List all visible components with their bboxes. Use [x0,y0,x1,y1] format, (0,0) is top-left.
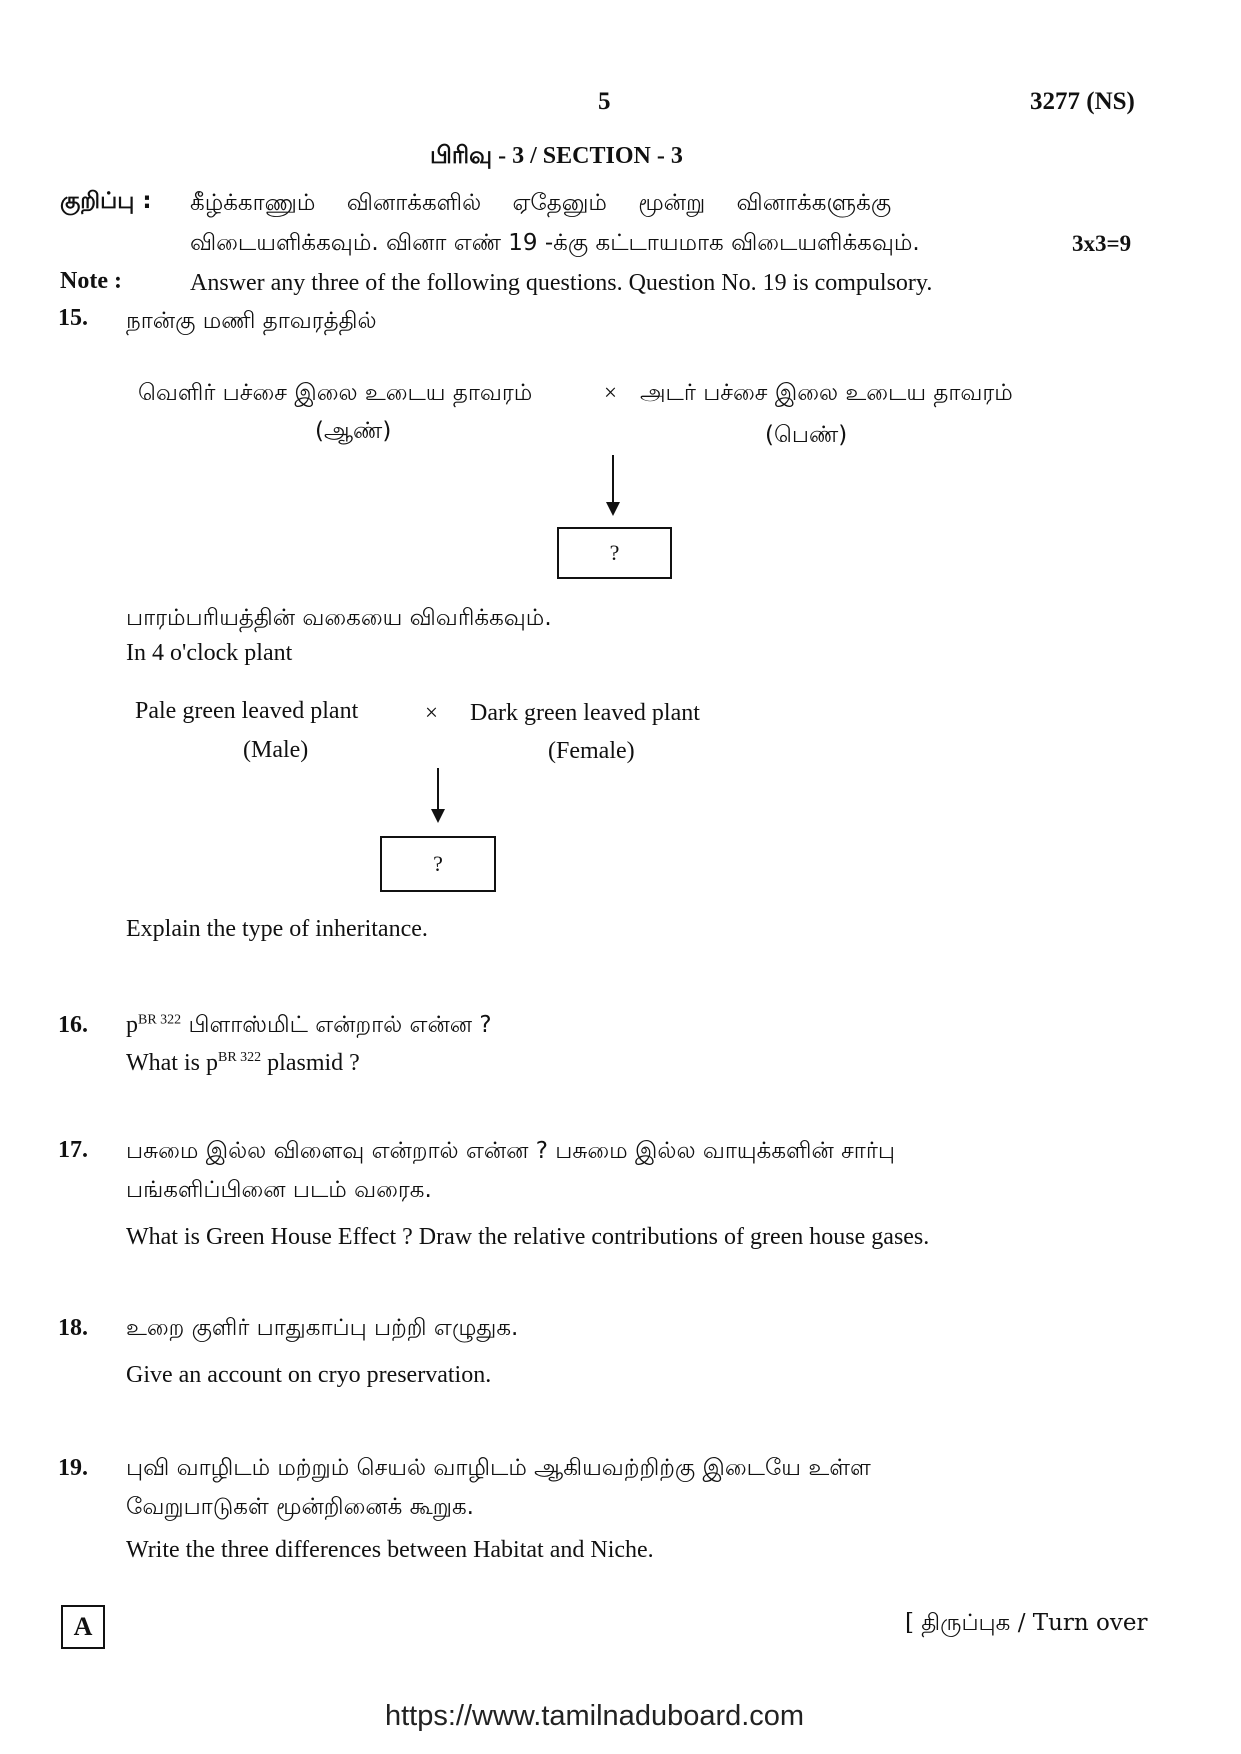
q15-tamil-female: (பெண்) [765,422,848,448]
q15-tamil-arrow-head [606,502,620,516]
q18-tamil: உறை குளிர் பாதுகாப்பு பற்றி எழுதுக. [126,1315,519,1341]
q15-tamil-question: பாரம்பரியத்தின் வகையை விவரிக்கவும். [126,605,552,631]
note-tamil-line2: விடையளிக்கவும். வினா எண் 19 -க்கு கட்டாயமாக விடையளிக்கவும். [190,230,920,256]
q17-tamil-line2: பங்களிப்பினை படம் வரைக. [126,1177,432,1203]
q15-number: 15. [58,305,88,331]
q15-english-arrow-head [431,809,445,823]
q15-tamil-intro: நான்கு மணி தாவரத்தில் [126,308,377,334]
q16-english-sup: BR 322 [217,1050,262,1065]
q18-number: 18. [58,1315,88,1341]
note-tamil-label: குறிப்பு : [60,188,152,214]
q15-english-offspring-box [380,836,496,892]
q19-number: 19. [58,1455,88,1481]
q15-english-cross-right: Dark green leaved plant [470,700,700,726]
q15-english-female: (Female) [548,738,635,764]
q19-tamil-line1: புவி வாழிடம் மற்றும் செயல் வாழிடம் ஆகியவற்றிற்கு இடையே உள்ள [126,1455,871,1481]
q15-tamil-box-label: ? [609,540,620,565]
q16-english-pre: What is p [126,1050,218,1076]
q18-english: Give an account on cryo preservation. [126,1362,492,1388]
note-english-label: Note : [60,268,122,294]
q15-tamil-arrow-line [612,455,614,503]
series-letter-box [61,1605,105,1649]
q16-tamil-p: p [126,1012,138,1038]
q19-tamil-line2: வேறுபாடுகள் மூன்றினைக் கூறுக. [126,1494,474,1520]
q16-tamil [126,1012,492,1041]
q15-tamil-cross-right: அடர் பச்சை இலை உடைய தாவரம் [640,380,1013,406]
q16-english-rest: plasmid ? [261,1050,360,1076]
q16-english [126,1050,360,1077]
turn-over: [ திருப்புக / Turn over [905,1610,1148,1636]
q15-english-cross-left: Pale green leaved plant [135,698,359,724]
q17-number: 17. [58,1137,88,1163]
note-marks: 3x3=9 [1072,231,1132,256]
website-url[interactable]: https://www.tamilnaduboard.com [385,1700,805,1732]
q16-tamil-rest: பிளாஸ்மிட் என்றால் என்ன ? [181,1012,492,1038]
paper-code: 3277 (NS) [1030,88,1135,115]
q15-tamil-male: (ஆண்) [315,418,392,444]
q15-tamil-offspring-box [557,527,672,579]
q16-tamil-sup: BR 322 [138,1012,182,1028]
q15-tamil-cross-symbol: × [604,380,617,405]
q16-number: 16. [58,1012,88,1038]
q17-tamil-line1: பசுமை இல்ல விளைவு என்றால் என்ன ? பசுமை இல்ல வாயுக்களின் சார்பு [126,1138,895,1164]
q15-english-cross-symbol: × [425,700,438,725]
page-number: 5 [598,88,611,115]
note-tamil-line1: கீழ்க்காணும் வினாக்களில் ஏதேனும் மூன்று வினாக்களுக்கு [190,190,892,216]
q15-tamil-cross-left: வெளிர் பச்சை இலை உடைய தாவரம் [138,380,533,406]
q15-english-arrow-line [437,768,439,810]
q15-english-male: (Male) [243,737,309,763]
q19-english: Write the three differences between Habitat and Niche. [126,1537,654,1563]
q15-english-question: Explain the type of inheritance. [126,916,428,942]
q15-english-intro: In 4 o'clock plant [126,640,293,666]
q17-english: What is Green House Effect ? Draw the relative contributions of green house gases. [126,1224,930,1250]
note-english-text: Answer any three of the following questions. Question No. 19 is compulsory. [190,270,933,296]
q15-english-box-label: ? [433,851,443,876]
series-letter: A [73,1612,93,1641]
section-title: பிரிவு - 3 / SECTION - 3 [430,143,683,169]
